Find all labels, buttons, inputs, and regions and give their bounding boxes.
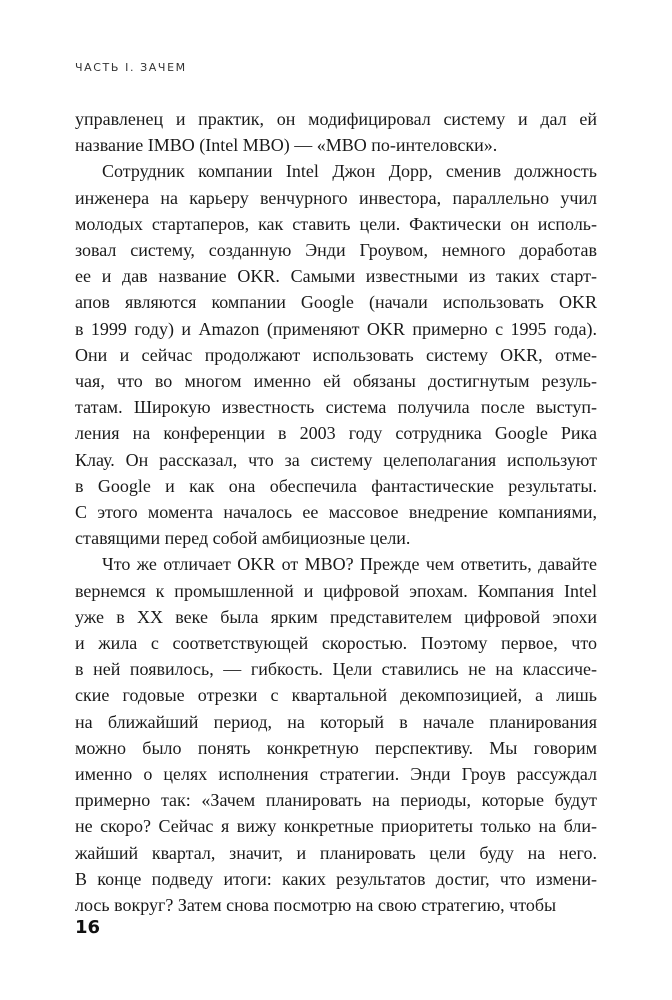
text-line: зовал систему, созданную Энди Гроувом, немного доработав xyxy=(75,240,597,261)
text-line: уже в XX веке была ярким представителем цифровой эпохи xyxy=(75,606,597,627)
text-line: Что же отличает OKR от МВО? Прежде чем ответить, давайте xyxy=(102,554,597,575)
text-line: Сотрудник компании Intel Джон Дорр, сменив должность xyxy=(102,161,597,182)
text-line: жайший квартал, значит, и планировать цели буду на него. xyxy=(75,842,597,863)
paragraph xyxy=(75,551,597,918)
paragraph xyxy=(75,158,597,551)
running-head: ЧАСТЬ I. ЗАЧЕМ xyxy=(75,61,187,74)
text-line: именно о целях исполнения стратегии. Энди Гроув рассуждал xyxy=(75,764,597,785)
text-line: не скоро? Сейчас я вижу конкретные приоритеты только на бли- xyxy=(75,816,597,837)
text-line: вернемся к промышленной и цифровой эпохам. Компания Intel xyxy=(75,580,597,601)
text-line: татам. Широкую известность система получила после выступ- xyxy=(75,397,597,418)
text-line: на ближайший период, на который в начале планирования xyxy=(75,711,597,732)
text-line: ее и дав название OKR. Самыми известными из таких старт- xyxy=(75,266,597,287)
text-line: В конце подведу итоги: каких результатов достиг, что измени- xyxy=(75,868,597,889)
text-line: Клау. Он рассказал, что за систему целеполагания используют xyxy=(75,449,597,470)
text-line: ления на конференции в 2003 году сотрудника Google Рика xyxy=(75,423,597,444)
page-number: 16 xyxy=(75,917,101,938)
text-line: апов являются компании Google (начали использовать OKR xyxy=(75,292,597,313)
text-line: и жила с соответствующей скоростью. Поэтому первое, что xyxy=(75,633,597,654)
text-line: чая, что во многом именно ей обязаны достигнутым резуль- xyxy=(75,371,597,392)
text-line: ставящими перед собой амбициозные цели. xyxy=(75,528,411,549)
text-line: в Google и как она обеспечила фантастические результаты. xyxy=(75,475,597,496)
text-line: ские годовые отрезки с квартальной декомпозицией, а лишь xyxy=(75,685,597,706)
text-line: С этого момента началось ее массовое внедрение компаниями, xyxy=(75,502,597,523)
body-text xyxy=(75,106,597,918)
text-line: Они и сейчас продолжают использовать систему OKR, отме- xyxy=(75,344,597,365)
text-line: название IMBO (Intel MBO) — «МВО по-интеловски». xyxy=(75,135,498,156)
paragraph xyxy=(75,106,597,158)
text-line: лось вокруг? Затем снова посмотрю на свою стратегию, чтобы xyxy=(75,895,557,916)
text-line: молодых стартаперов, как ставить цели. Фактически он исполь- xyxy=(75,213,597,234)
text-line: инженера на карьеру венчурного инвестора, параллельно учил xyxy=(75,187,597,208)
text-line: можно было понять конкретную перспективу. Мы говорим xyxy=(75,737,597,758)
text-line: примерно так: «Зачем планировать на периоды, которые будут xyxy=(75,790,597,811)
text-line: в ней появилось, — гибкость. Цели ставились не на классиче- xyxy=(75,659,597,680)
text-line: управленец и практик, он модифицировал систему и дал ей xyxy=(75,109,597,129)
text-line: в 1999 году) и Amazon (применяют OKR примерно с 1995 года). xyxy=(75,318,597,339)
